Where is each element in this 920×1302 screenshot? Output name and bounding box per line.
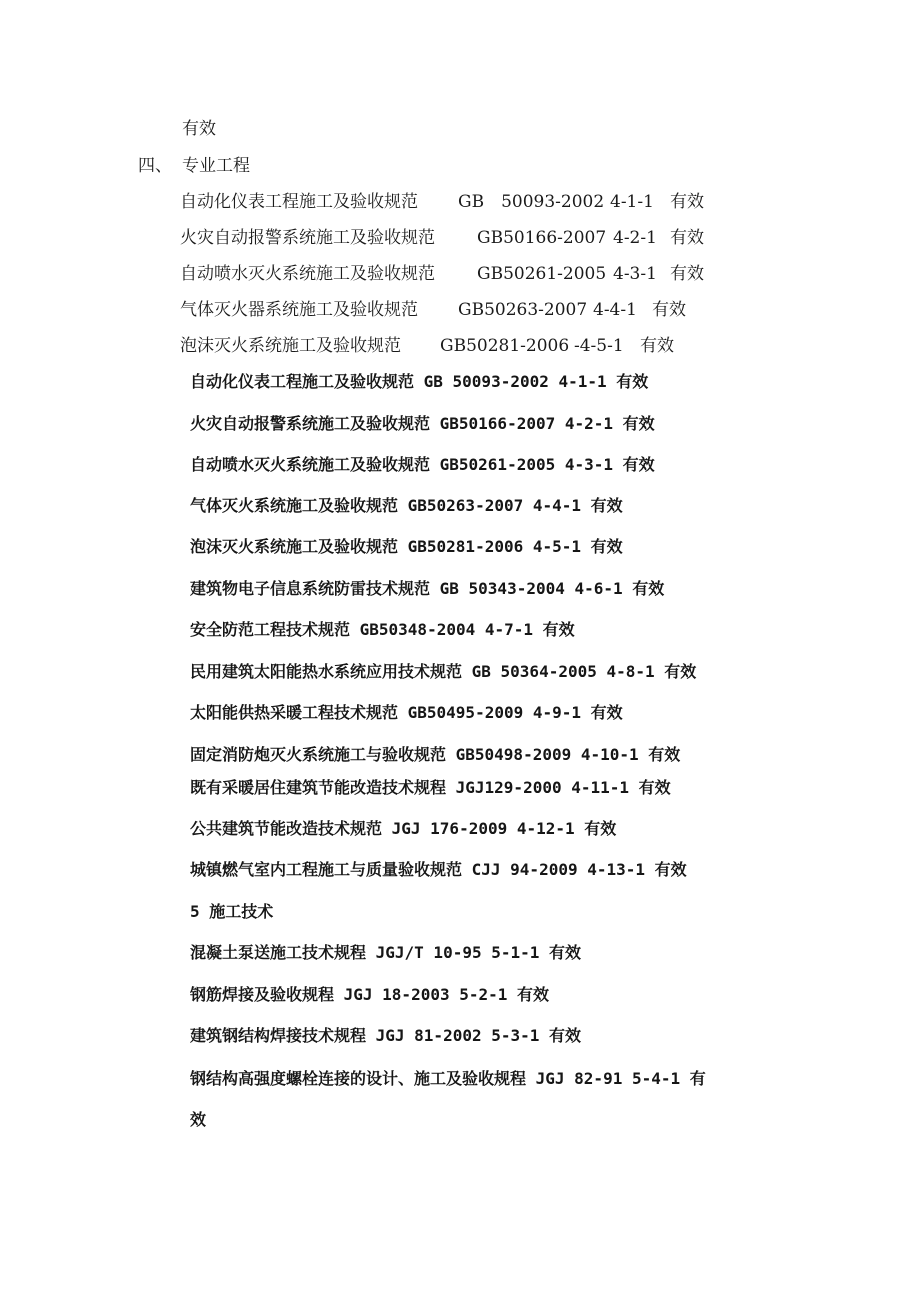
status-text: 有效 (670, 264, 704, 284)
list-item: 民用建筑太阳能热水系统应用技术规范 GB 50364-2005 4-8-1 有效 (190, 662, 697, 681)
clause-number: -4-5-1 (574, 336, 624, 356)
standard-name: 气体灭火器系统施工及验收规范 (180, 300, 418, 320)
clause-number: 4-1-1 (610, 192, 654, 212)
list-item: 太阳能供热采暖工程技术规范 GB50495-2009 4-9-1 有效 (190, 703, 623, 722)
list-item: 固定消防炮灭火系统施工与验收规范 GB50498-2009 4-10-1 有效 (190, 745, 681, 764)
section-4-number: 四、 (138, 156, 172, 176)
list-item: 安全防范工程技术规范 GB50348-2004 4-7-1 有效 (190, 620, 575, 639)
list-item (180, 264, 704, 284)
status-text: 有效 (670, 228, 704, 248)
list-item: 气体灭火系统施工及验收规范 GB50263-2007 4-4-1 有效 (190, 496, 623, 515)
section-4-title: 专业工程 (182, 156, 250, 176)
standard-code: GB 50093-2002 (458, 192, 605, 212)
list-item (180, 228, 704, 248)
list-item: 建筑钢结构焊接技术规程 JGJ 81-2002 5-3-1 有效 (190, 1026, 582, 1045)
status-text: 有效 (670, 192, 704, 212)
clause-number: 4-2-1 (613, 228, 657, 248)
list-item: 火灾自动报警系统施工及验收规范 GB50166-2007 4-2-1 有效 (190, 414, 655, 433)
clause-number: 4-4-1 (593, 300, 637, 320)
section-5-heading: 5 施工技术 (190, 902, 274, 921)
standard-name: 自动喷水灭火系统施工及验收规范 (180, 264, 435, 284)
status-text: 有效 (640, 336, 674, 356)
list-item: 钢结构高强度螺栓连接的设计、施工及验收规程 JGJ 82-91 5-4-1 有 (190, 1069, 706, 1088)
list-item-wrap: 效 (190, 1110, 207, 1129)
list-item: 自动喷水灭火系统施工及验收规范 GB50261-2005 4-3-1 有效 (190, 455, 655, 474)
standard-code: GB50263-2007 (458, 300, 588, 320)
list-item: 建筑物电子信息系统防雷技术规范 GB 50343-2004 4-6-1 有效 (190, 579, 665, 598)
standard-name: 火灾自动报警系统施工及验收规范 (180, 228, 435, 248)
list-item (180, 192, 704, 212)
list-item: 既有采暖居住建筑节能改造技术规程 JGJ129-2000 4-11-1 有效 (190, 778, 671, 797)
list-item: 钢筋焊接及验收规程 JGJ 18-2003 5-2-1 有效 (190, 985, 550, 1004)
standard-code: GB50261-2005 (477, 264, 607, 284)
list-item: 城镇燃气室内工程施工与质量验收规范 CJJ 94-2009 4-13-1 有效 (190, 860, 687, 879)
list-item (180, 336, 674, 356)
list-item: 公共建筑节能改造技术规范 JGJ 176-2009 4-12-1 有效 (190, 819, 617, 838)
standard-code: GB50281-2006 (440, 336, 570, 356)
list-item: 泡沫灭火系统施工及验收规范 GB50281-2006 4-5-1 有效 (190, 537, 623, 556)
list-item: 自动化仪表工程施工及验收规范 GB 50093-2002 4-1-1 有效 (190, 372, 649, 391)
top-status-fragment: 有效 (182, 119, 216, 139)
standard-code: GB50166-2007 (477, 228, 607, 248)
list-item: 混凝土泵送施工技术规程 JGJ/T 10-95 5-1-1 有效 (190, 943, 582, 962)
status-text: 有效 (652, 300, 686, 320)
clause-number: 4-3-1 (613, 264, 657, 284)
section-4-heading (138, 156, 250, 176)
standard-name: 自动化仪表工程施工及验收规范 (180, 192, 418, 212)
list-item (180, 300, 686, 320)
standard-name: 泡沫灭火系统施工及验收规范 (180, 336, 401, 356)
